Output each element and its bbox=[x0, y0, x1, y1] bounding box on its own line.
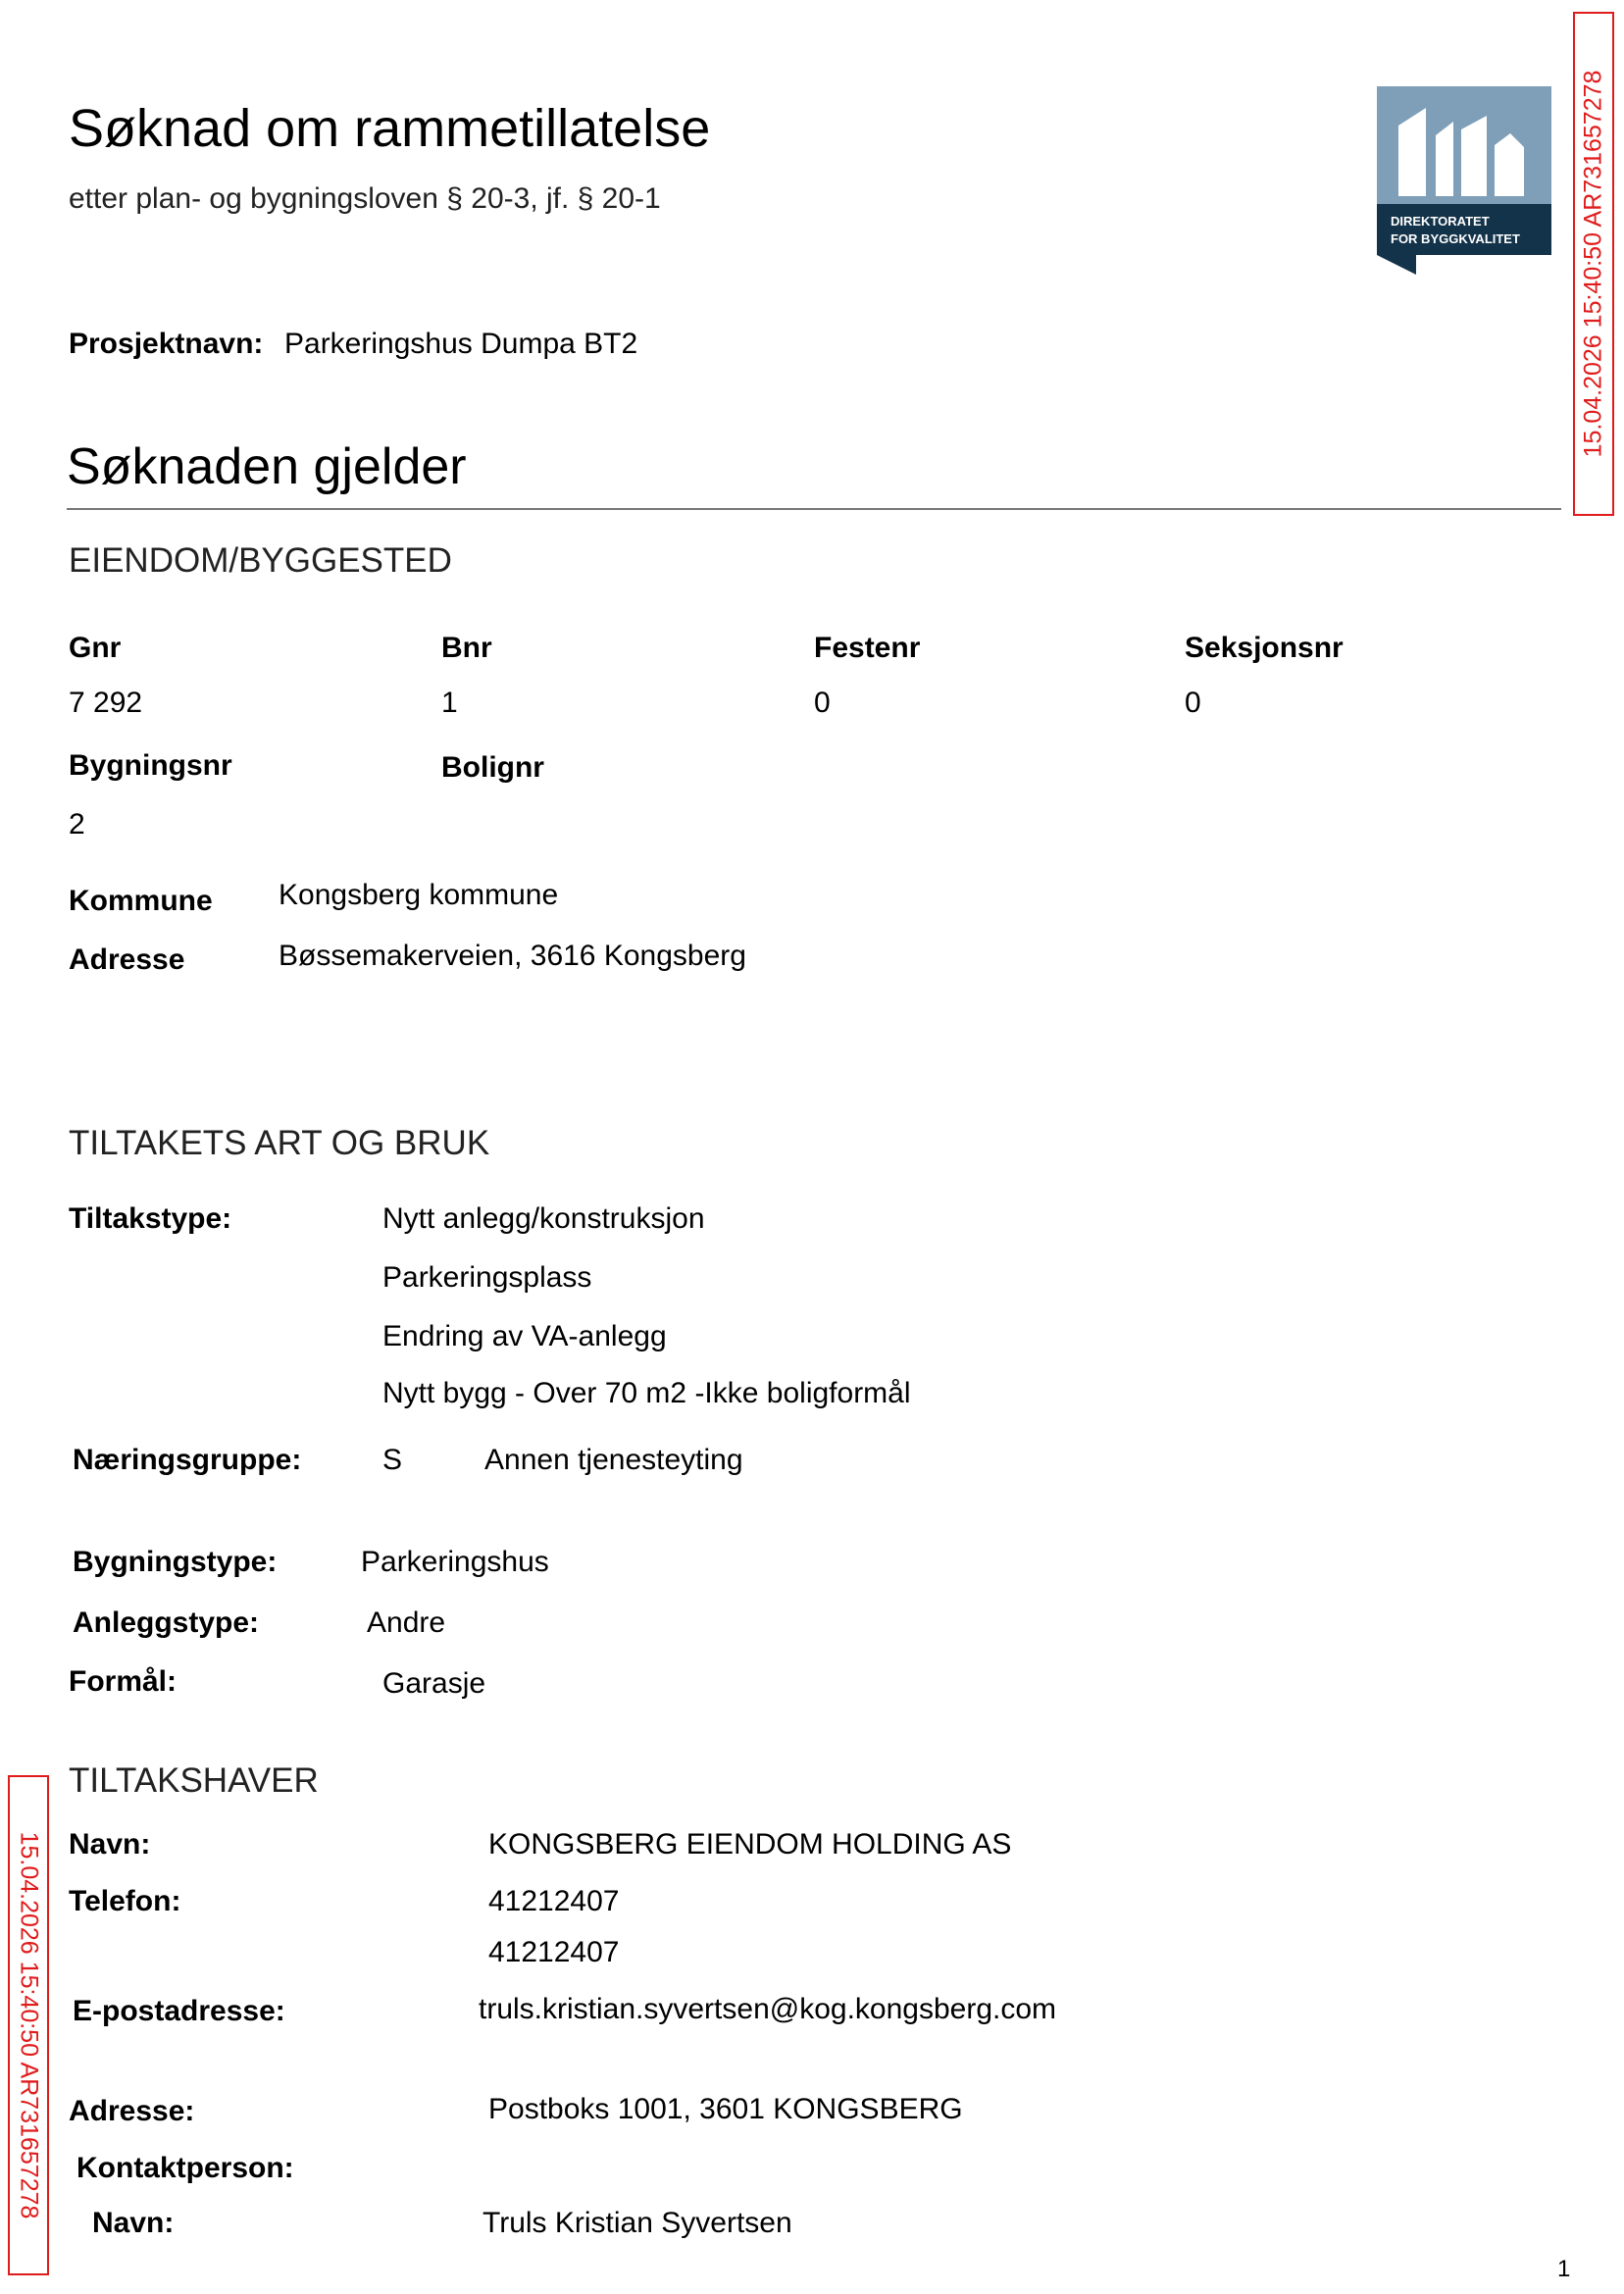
adresse-value: Bøssemakerveien, 3616 Kongsberg bbox=[279, 940, 746, 972]
naeringsgruppe-value: Annen tjenesteyting bbox=[484, 1444, 743, 1476]
logo-text-line2: FOR BYGGKVALITET bbox=[1391, 231, 1520, 246]
page-number: 1 bbox=[1557, 2256, 1571, 2282]
section-title: Søknaden gjelder bbox=[67, 438, 467, 495]
tiltak-heading: TILTAKETS ART OG BRUK bbox=[69, 1124, 490, 1162]
kommune-value: Kongsberg kommune bbox=[279, 879, 559, 911]
naeringsgruppe-label: Næringsgruppe: bbox=[73, 1444, 302, 1476]
seksjonsnr-label: Seksjonsnr bbox=[1185, 632, 1344, 664]
seksjonsnr-value: 0 bbox=[1185, 687, 1201, 719]
naeringsgruppe-code: S bbox=[382, 1444, 403, 1476]
gnr-label: Gnr bbox=[69, 632, 122, 664]
anleggstype-value: Andre bbox=[367, 1606, 446, 1639]
telefon-value-2: 41212407 bbox=[488, 1936, 620, 1968]
anleggstype-label: Anleggstype: bbox=[73, 1606, 260, 1639]
bolignr-label: Bolignr bbox=[441, 751, 544, 784]
tiltakstype-label: Tiltakstype: bbox=[69, 1202, 232, 1235]
tiltakstype-item: Nytt bygg - Over 70 m2 -Ikke boligformål bbox=[382, 1377, 911, 1409]
kontakt-navn-value: Truls Kristian Syvertsen bbox=[482, 2207, 792, 2239]
archive-stamp-bottom bbox=[8, 1775, 49, 2275]
tiltakshaver-adresse-label: Adresse: bbox=[69, 2095, 195, 2127]
bygningsnr-value: 2 bbox=[69, 808, 85, 841]
archive-stamp-text: 15.04.2026 15:40:50 AR731657278 bbox=[1579, 70, 1607, 458]
telefon-label: Telefon: bbox=[69, 1885, 181, 1917]
festenr-label: Festenr bbox=[814, 632, 921, 664]
archive-stamp-text: 15.04.2026 15:40:50 AR731657278 bbox=[15, 1831, 43, 2219]
section-divider bbox=[67, 508, 1561, 510]
property-heading: EIENDOM/BYGGESTED bbox=[69, 541, 452, 580]
formaal-label: Formål: bbox=[69, 1665, 178, 1698]
tiltakstype-item: Nytt anlegg/konstruksjon bbox=[382, 1202, 705, 1235]
bnr-label: Bnr bbox=[441, 632, 492, 664]
navn-label: Navn: bbox=[69, 1828, 151, 1861]
epost-label: E-postadresse: bbox=[73, 1995, 285, 2027]
festenr-value: 0 bbox=[814, 687, 831, 719]
tiltakstype-item: Parkeringsplass bbox=[382, 1261, 592, 1294]
kontaktperson-label: Kontaktperson: bbox=[76, 2152, 294, 2184]
gnr-value: 7 292 bbox=[69, 687, 143, 719]
project-value: Parkeringshus Dumpa BT2 bbox=[284, 328, 638, 360]
kontakt-navn-label: Navn: bbox=[92, 2207, 175, 2239]
document-subtitle: etter plan- og bygningsloven § 20-3, jf. § 20-1 bbox=[69, 182, 661, 215]
bygningsnr-label: Bygningsnr bbox=[69, 749, 232, 782]
telefon-value: 41212407 bbox=[488, 1885, 620, 1917]
archive-stamp-top bbox=[1573, 12, 1614, 516]
logo-text-line1: DIREKTORATET bbox=[1391, 214, 1490, 229]
adresse-label: Adresse bbox=[69, 943, 185, 976]
tiltakshaver-adresse-value: Postboks 1001, 3601 KONGSBERG bbox=[488, 2093, 963, 2125]
bygningstype-value: Parkeringshus bbox=[361, 1546, 549, 1578]
epost-value[interactable]: truls.kristian.syvertsen@kog.kongsberg.com bbox=[479, 1993, 1057, 2025]
dibk-logo bbox=[1377, 86, 1551, 275]
formaal-value: Garasje bbox=[382, 1667, 486, 1700]
tiltakshaver-heading: TILTAKSHAVER bbox=[69, 1761, 319, 1800]
project-label: Prosjektnavn: bbox=[69, 328, 264, 360]
navn-value: KONGSBERG EIENDOM HOLDING AS bbox=[488, 1828, 1012, 1861]
bnr-value: 1 bbox=[441, 687, 458, 719]
tiltakstype-item: Endring av VA-anlegg bbox=[382, 1320, 667, 1352]
document-title: Søknad om rammetillatelse bbox=[69, 99, 711, 158]
kommune-label: Kommune bbox=[69, 885, 213, 917]
bygningstype-label: Bygningstype: bbox=[73, 1546, 278, 1578]
